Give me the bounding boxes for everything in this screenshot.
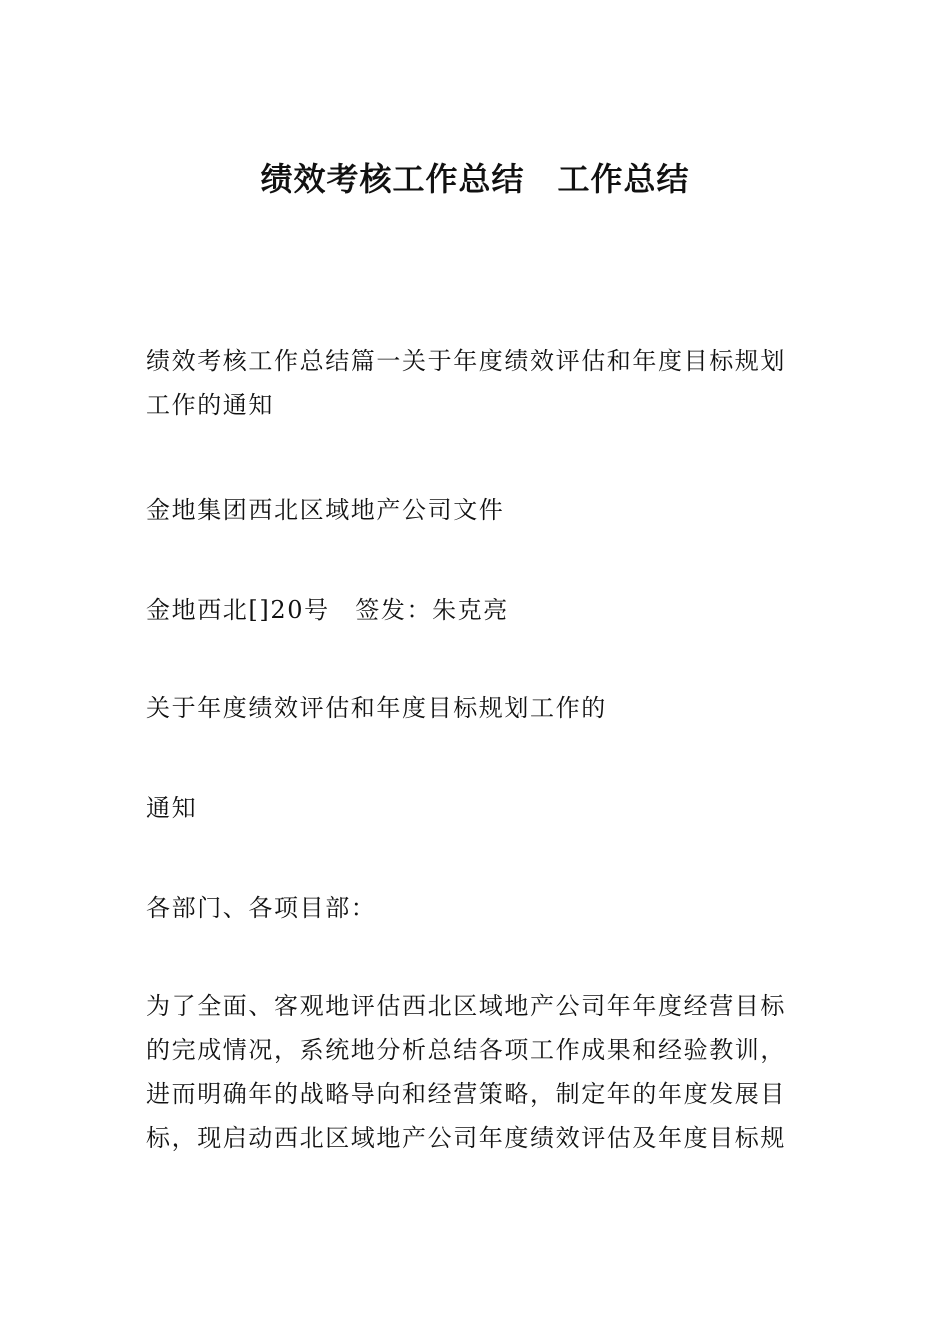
paragraph-body: 为了全面、客观地评估西北区域地产公司年年度经营目标的完成情况，系统地分析总结各项工作成果和经验教训，进而明确年的战略导向和经营策略，制定年的年度发展目标，现启动西北区域地产公司年度绩效评估及年度目标规 bbox=[146, 992, 786, 1152]
paragraph-notice-title: 关于年度绩效评估和年度目标规划工作的 bbox=[146, 694, 607, 722]
paragraph-notice-word: 通知 bbox=[146, 794, 198, 822]
paragraph-salutation: 各部门、各项目部： bbox=[146, 894, 377, 922]
document-title: 绩效考核工作总结 工作总结 bbox=[260, 160, 690, 198]
paragraph-heading-notice: 绩效考核工作总结篇一关于年度绩效评估和年度目标规划工作的通知 bbox=[146, 347, 786, 419]
paragraph-issuer: 金地集团西北区域地产公司文件 bbox=[146, 496, 505, 524]
paragraph-document-number: 金地西北[]20号 签发：朱克亮 bbox=[146, 596, 509, 624]
